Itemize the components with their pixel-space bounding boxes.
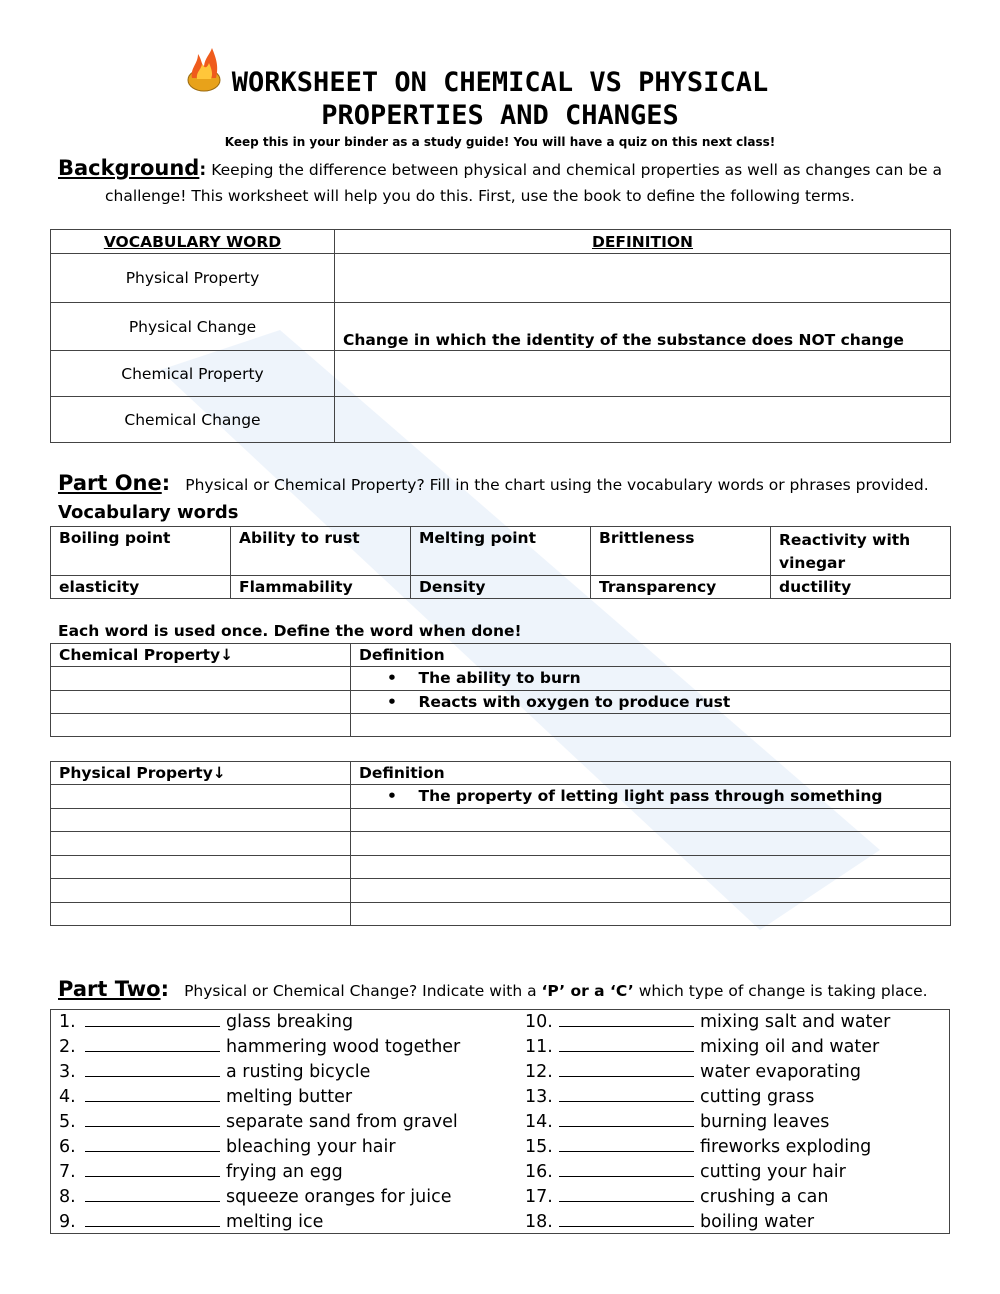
- item-text: squeeze oranges for juice: [226, 1187, 452, 1207]
- vocab-word: Brittleness: [591, 527, 771, 576]
- vocab-word: elasticity: [51, 576, 231, 599]
- answer-blank[interactable]: [85, 1212, 220, 1227]
- c-marker: ‘C’: [610, 982, 634, 1000]
- chemical-property-cell[interactable]: [51, 714, 351, 737]
- subtitle: Keep this in your binder as a study guide! You will have a quiz on this next class!: [224, 135, 776, 149]
- instruction-text-b: which type of change is taking place.: [633, 982, 928, 1000]
- definition-cell[interactable]: [351, 903, 951, 926]
- vocab-word-cell: Chemical Change: [51, 397, 335, 443]
- physical-property-cell[interactable]: [51, 879, 351, 903]
- definition-cell[interactable]: [351, 856, 951, 879]
- list-item: [525, 1112, 829, 1132]
- part-one-label: Part One: [58, 471, 162, 495]
- item-text: cutting your hair: [700, 1162, 846, 1182]
- definition-cell[interactable]: [351, 879, 951, 903]
- list-item: [525, 1037, 879, 1057]
- physical-property-cell[interactable]: [51, 809, 351, 832]
- p-marker: ‘P’: [541, 982, 566, 1000]
- item-number: 1.: [59, 1012, 76, 1032]
- vocab-word: Flammability: [231, 576, 411, 599]
- item-text: glass breaking: [226, 1012, 354, 1032]
- item-text: burning leaves: [700, 1112, 830, 1132]
- physical-property-header: Physical Property↓: [51, 762, 351, 785]
- item-text: boiling water: [700, 1212, 815, 1232]
- chemical-property-cell[interactable]: [51, 667, 351, 691]
- list-item: [59, 1112, 458, 1132]
- answer-blank[interactable]: [559, 1037, 694, 1052]
- vocab-word: ductility: [771, 576, 951, 599]
- answer-blank[interactable]: [85, 1062, 220, 1077]
- physical-property-cell[interactable]: [51, 785, 351, 809]
- item-number: 14.: [525, 1112, 553, 1132]
- item-text: melting butter: [226, 1087, 353, 1107]
- definition-cell[interactable]: [351, 809, 951, 832]
- or-text: or a: [565, 982, 611, 1000]
- definition-cell: • The ability to burn: [351, 667, 951, 691]
- definition-cell[interactable]: [351, 714, 951, 737]
- list-item: [59, 1137, 396, 1157]
- item-number: 4.: [59, 1087, 76, 1107]
- background-label: Background: [58, 156, 200, 180]
- definition-header: Definition: [351, 762, 951, 785]
- header-vocab-word: VOCABULARY WORD: [51, 230, 335, 254]
- instruction-text-a: Physical or Chemical Change? Indicate with a: [184, 982, 542, 1000]
- vocab-word: Transparency: [591, 576, 771, 599]
- definition-cell[interactable]: [351, 832, 951, 856]
- answer-blank[interactable]: [85, 1112, 220, 1127]
- part-one-heading: Part One: Physical or Chemical Property? Fill in the chart using the vocabulary words or phrases provided.: [58, 471, 929, 495]
- background-line-1: Background: Keeping the difference between physical and chemical properties as well as changes can be a: [58, 156, 942, 180]
- item-number: 2.: [59, 1037, 76, 1057]
- vocab-word-cell: Physical Change: [51, 303, 335, 351]
- answer-blank[interactable]: [559, 1212, 694, 1227]
- answer-blank[interactable]: [85, 1037, 220, 1052]
- vocab-word: Ability to rust: [231, 527, 411, 576]
- vocab-word-cell: Chemical Property: [51, 351, 335, 397]
- chemical-property-cell[interactable]: [51, 691, 351, 714]
- item-number: 9.: [59, 1212, 76, 1232]
- vocab-word-cell: Physical Property: [51, 254, 335, 303]
- definition-cell[interactable]: [335, 397, 951, 443]
- definition-cell[interactable]: Change in which the identity of the substance does NOT change: [335, 303, 951, 351]
- definition-header: Definition: [351, 644, 951, 667]
- answer-blank[interactable]: [559, 1112, 694, 1127]
- list-item: [525, 1212, 814, 1232]
- answer-blank[interactable]: [559, 1012, 694, 1027]
- item-text: melting ice: [226, 1212, 324, 1232]
- list-item: [525, 1087, 814, 1107]
- title-line-1: WORKSHEET ON CHEMICAL VS PHYSICAL: [231, 67, 769, 98]
- item-text: mixing salt and water: [700, 1012, 891, 1032]
- chemical-property-table: [50, 643, 951, 737]
- list-item: [525, 1187, 828, 1207]
- item-number: 11.: [525, 1037, 553, 1057]
- item-number: 12.: [525, 1062, 553, 1082]
- list-item: [525, 1012, 890, 1032]
- part-two-instruction: [184, 982, 928, 1000]
- answer-blank[interactable]: [85, 1162, 220, 1177]
- item-text: frying an egg: [226, 1162, 343, 1182]
- part-one-note: Each word is used once. Define the word when done!: [58, 622, 522, 640]
- list-item: [59, 1187, 451, 1207]
- vocabulary-words-table: [50, 526, 951, 599]
- item-text: separate sand from gravel: [226, 1112, 458, 1132]
- list-item: [525, 1062, 861, 1082]
- item-number: 16.: [525, 1162, 553, 1182]
- item-text: a rusting bicycle: [226, 1062, 371, 1082]
- list-item: [525, 1137, 871, 1157]
- part-two-label: Part Two: [58, 977, 161, 1001]
- vocab-word: Melting point: [411, 527, 591, 576]
- physical-property-cell[interactable]: [51, 856, 351, 879]
- vocab-word: Reactivity with vinegar: [771, 527, 951, 576]
- list-item: [59, 1037, 460, 1057]
- answer-blank[interactable]: [85, 1087, 220, 1102]
- part-two-heading: Part Two: Physical or Chemical Change? Indicate with a ‘P’ or a ‘C’ which type of change is taking place.: [58, 977, 928, 1001]
- item-text: water evaporating: [700, 1062, 861, 1082]
- definition-cell[interactable]: [335, 351, 951, 397]
- item-number: 3.: [59, 1062, 76, 1082]
- definition-text: The property of letting light pass through something: [418, 787, 883, 805]
- list-item: [59, 1212, 323, 1232]
- item-number: 6.: [59, 1137, 76, 1157]
- item-number: 8.: [59, 1187, 76, 1207]
- definition-cell[interactable]: [335, 254, 951, 303]
- answer-blank[interactable]: [85, 1137, 220, 1152]
- item-text: fireworks exploding: [700, 1137, 872, 1157]
- item-number: 17.: [525, 1187, 553, 1207]
- item-text: crushing a can: [700, 1187, 829, 1207]
- item-number: 18.: [525, 1212, 553, 1232]
- definition-text: The ability to burn: [418, 669, 581, 687]
- list-item: [525, 1162, 846, 1182]
- list-item: [59, 1087, 352, 1107]
- answer-blank[interactable]: [559, 1187, 694, 1202]
- vocab-word: Density: [411, 576, 591, 599]
- item-number: 15.: [525, 1137, 553, 1157]
- item-number: 5.: [59, 1112, 76, 1132]
- physical-property-table: [50, 761, 951, 926]
- item-text: bleaching your hair: [226, 1137, 396, 1157]
- change-list-box: [50, 1009, 950, 1234]
- list-item: [59, 1162, 343, 1182]
- answer-blank[interactable]: [559, 1087, 694, 1102]
- item-number: 10.: [525, 1012, 553, 1032]
- header-definition: DEFINITION: [335, 230, 951, 254]
- background-text-1: Keeping the difference between physical and chemical properties as well as changes can be a: [211, 161, 942, 179]
- list-item: [59, 1062, 370, 1082]
- title-line-2: PROPERTIES AND CHANGES: [321, 100, 679, 131]
- definition-cell: • The property of letting light pass through something: [351, 785, 951, 809]
- vocabulary-words-heading: Vocabulary words: [58, 502, 239, 523]
- answer-blank[interactable]: [559, 1162, 694, 1177]
- chemical-property-header: Chemical Property↓: [51, 644, 351, 667]
- definition-cell: • Reacts with oxygen to produce rust: [351, 691, 951, 714]
- answer-blank[interactable]: [559, 1062, 694, 1077]
- list-item: [59, 1012, 353, 1032]
- answer-blank[interactable]: [85, 1187, 220, 1202]
- physical-property-cell[interactable]: [51, 832, 351, 856]
- item-text: hammering wood together: [226, 1037, 461, 1057]
- part-one-instruction: Physical or Chemical Property? Fill in the chart using the vocabulary words or phrases provided.: [185, 476, 929, 494]
- background-text-2: challenge! This worksheet will help you do this. First, use the book to define the following terms.: [105, 187, 855, 205]
- item-number: 13.: [525, 1087, 553, 1107]
- item-text: cutting grass: [700, 1087, 815, 1107]
- physical-property-cell[interactable]: [51, 903, 351, 926]
- vocab-definition-table: [50, 229, 951, 443]
- answer-blank[interactable]: [559, 1137, 694, 1152]
- answer-blank[interactable]: [85, 1012, 220, 1027]
- definition-text: Reacts with oxygen to produce rust: [418, 693, 731, 711]
- vocab-word: Boiling point: [51, 527, 231, 576]
- item-number: 7.: [59, 1162, 76, 1182]
- item-text: mixing oil and water: [700, 1037, 880, 1057]
